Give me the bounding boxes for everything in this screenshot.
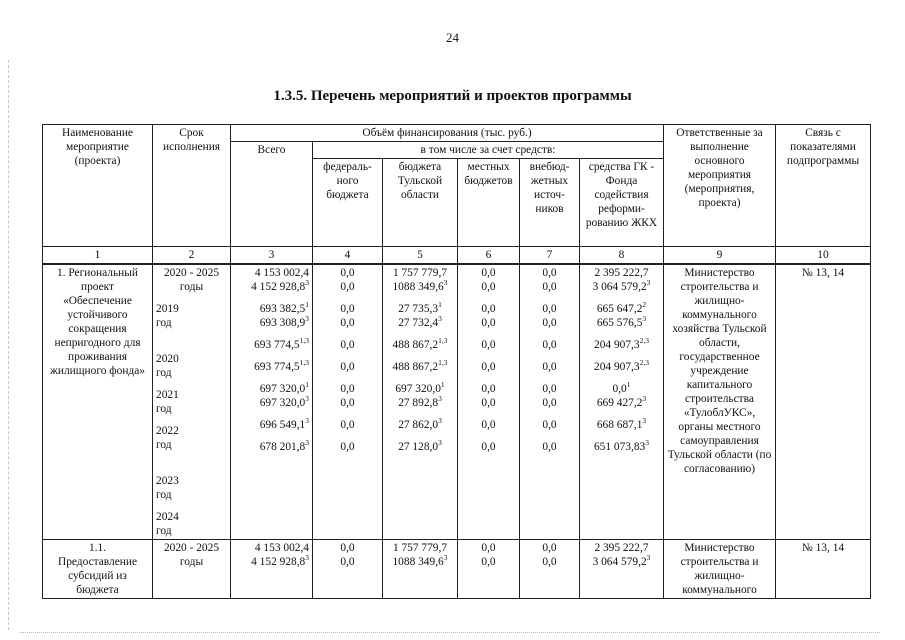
col-number: 6 — [458, 247, 520, 265]
footnote-mark: 3 — [305, 438, 309, 447]
header-federal: федераль-ного бюджета — [313, 159, 383, 247]
spacer — [234, 352, 309, 360]
measure-link: № 13, 14 — [776, 540, 871, 599]
fed-value: 0,0 — [340, 317, 355, 329]
col-number: 10 — [776, 247, 871, 265]
year-line — [156, 330, 227, 344]
year-line — [156, 474, 227, 502]
project-period-cell — [153, 264, 231, 540]
spacer — [386, 432, 454, 440]
fed-value: 0,0 — [340, 556, 355, 568]
table-row-project — [43, 264, 871, 540]
header-responsible: Ответственные за выполнение основного мероприятия (мероприятия, проекта) — [664, 125, 776, 247]
footnote-mark: 3 — [642, 416, 647, 425]
spacer — [461, 374, 516, 382]
measure-name — [43, 540, 153, 599]
spacer — [461, 352, 516, 360]
reg-value: 27 732,4$^3$ — [398, 314, 442, 329]
fed-value: 0,0 — [340, 339, 355, 351]
footnote-mark: 1,3 — [299, 358, 309, 367]
year-value: 2021 — [156, 389, 179, 401]
reg-value: 27 862,0$^3$ — [398, 416, 442, 431]
footnote-mark: 3 — [642, 394, 647, 403]
fed-value: 0,0 — [340, 441, 355, 453]
table-row-measure — [43, 540, 871, 599]
reg-value: 1088 349,6$^3$ — [392, 553, 448, 568]
footnote-mark: 3 — [646, 278, 651, 287]
spacer — [156, 344, 227, 352]
footnote-mark: 1 — [440, 380, 445, 389]
spacer — [234, 432, 309, 440]
year-value: 2020 — [156, 353, 179, 365]
project-responsible: Министерство строительства и жилищно-коммунального хозяйства Тульской области, государственное учреждение капитального строительства «ТулоблУКС», органы местного самоуправления Тульской области (по согласованию) — [664, 264, 776, 540]
spacer — [523, 330, 576, 338]
spacer — [461, 410, 516, 418]
fund-column — [580, 264, 664, 540]
col-number: 7 — [520, 247, 580, 265]
loc-value: 0,0 — [481, 419, 496, 431]
spacer — [461, 294, 516, 302]
off-value: 0,0 — [542, 339, 557, 351]
spacer — [234, 294, 309, 302]
measures-table — [42, 124, 871, 599]
spacer — [523, 410, 576, 418]
spacer — [156, 294, 227, 302]
fund-value: 3 064 579,2$^3$ — [592, 553, 651, 568]
spacer — [316, 352, 379, 360]
spacer — [316, 294, 379, 302]
fed-value: 0,0 — [340, 383, 355, 395]
fund-value: $0,0^1$ — [612, 380, 631, 395]
off-value: 0,0 — [542, 441, 557, 453]
fed-value: 0,0 — [340, 281, 355, 293]
federal-column — [313, 264, 383, 540]
footnote-mark: 3 — [438, 438, 442, 447]
fed-value: 0,0 — [340, 361, 355, 373]
off-value: 0,0 — [542, 556, 557, 568]
year-line — [156, 424, 227, 452]
col-number: 4 — [313, 247, 383, 265]
fund-value: 665 647,2$^2$ — [596, 300, 647, 315]
fed-value: 0,0 — [340, 397, 355, 409]
footnote-mark: 1,3 — [438, 336, 448, 345]
reg-value: 1 757 779,7 — [392, 267, 448, 279]
fund-value: 668 687,1$^3$ — [596, 416, 647, 431]
year-value: 2024 — [156, 511, 179, 523]
footnote-mark: 1,3 — [299, 336, 309, 345]
footnote-mark: 3 — [305, 416, 309, 425]
year-line — [156, 302, 227, 330]
loc-value: 0,0 — [481, 397, 496, 409]
regional-column — [383, 264, 458, 540]
project-period-unit: годы — [179, 281, 204, 293]
year-line — [156, 352, 227, 380]
reg-value: 27 128,0$^3$ — [398, 438, 442, 453]
fund-value: 665 576,5$^3$ — [596, 314, 647, 329]
year-value: 2019 — [156, 303, 179, 315]
fund-value: 204 907,3$^{2,3}$ — [594, 336, 649, 351]
fed-value: 0,0 — [340, 267, 355, 279]
footnote-mark: 3 — [305, 278, 309, 287]
col-number: 1 — [43, 247, 153, 265]
page-number: 24 — [446, 30, 459, 45]
fed-value: 0,0 — [340, 542, 355, 554]
footnote-mark: 3 — [305, 553, 309, 562]
year-line — [156, 388, 227, 416]
header-row-1 — [43, 125, 871, 142]
footnote-mark: 2,3 — [639, 358, 649, 367]
reg-value: 27 735,3$^1$ — [398, 300, 442, 315]
spacer — [583, 294, 660, 302]
footnote-mark: 3 — [438, 314, 442, 323]
loc-value: 0,0 — [481, 441, 496, 453]
measure-number: 1.1. — [88, 542, 107, 554]
measure-period-cell — [153, 540, 231, 599]
total-value: 693 308,9$^3$ — [259, 314, 309, 329]
off-value: 0,0 — [542, 267, 557, 279]
col-number: 2 — [153, 247, 231, 265]
footnote-mark: 3 — [305, 394, 309, 403]
header-total: Всего — [231, 142, 313, 247]
year-value: 2022 — [156, 425, 179, 437]
spacer — [156, 380, 227, 388]
spacer — [523, 432, 576, 440]
total-value: 4 152 928,8$^3$ — [251, 553, 309, 568]
year-unit: год — [156, 403, 172, 415]
regional-column — [383, 540, 458, 599]
spacer — [386, 410, 454, 418]
loc-value: 0,0 — [481, 281, 496, 293]
total-value: 4 152 928,8$^3$ — [251, 278, 309, 293]
offbudget-column — [520, 540, 580, 599]
year-line — [156, 452, 227, 466]
fund-value: 651 073,83$^3$ — [593, 438, 649, 453]
spacer — [523, 374, 576, 382]
project-link: № 13, 14 — [776, 264, 871, 540]
fund-column — [580, 540, 664, 599]
spacer — [523, 294, 576, 302]
footnote-mark: 1 — [438, 300, 442, 309]
year-line — [156, 510, 227, 538]
off-value: 0,0 — [542, 397, 557, 409]
col-number: 8 — [580, 247, 664, 265]
total-value: 693 774,5$^{1,3}$ — [254, 358, 309, 373]
fund-value: 204 907,3$^{2,3}$ — [594, 358, 649, 373]
fund-value: 2 395 222,7 — [594, 542, 649, 554]
spacer — [523, 352, 576, 360]
spacer — [461, 330, 516, 338]
spacer — [583, 410, 660, 418]
column-numbers-row — [43, 247, 871, 265]
off-value: 0,0 — [542, 383, 557, 395]
col-number: 9 — [664, 247, 776, 265]
footnote-mark: 3 — [642, 314, 647, 323]
total-value: 693 774,5$^{1,3}$ — [254, 336, 309, 351]
total-value: 697 320,0$^3$ — [259, 394, 309, 409]
reg-value: 697 320,0$^1$ — [395, 380, 445, 395]
off-value: 0,0 — [542, 542, 557, 554]
col-number: 5 — [383, 247, 458, 265]
total-value: 693 382,5$^1$ — [259, 300, 309, 315]
header-funding: Объём финансирования (тыс. руб.) — [231, 125, 664, 142]
loc-value: 0,0 — [481, 339, 496, 351]
measure-period: 2020 - 2025 — [163, 542, 220, 554]
fed-value: 0,0 — [340, 419, 355, 431]
header-local: местных бюджетов — [458, 159, 520, 247]
year-unit: год — [156, 439, 172, 451]
spacer — [316, 374, 379, 382]
total-value: 4 153 002,4 — [254, 267, 309, 279]
spacer — [234, 374, 309, 382]
measure-period-unit: годы — [179, 556, 204, 568]
off-value: 0,0 — [542, 361, 557, 373]
local-column — [458, 540, 520, 599]
reg-value: 1 757 779,7 — [392, 542, 448, 554]
footnote-mark: 2,3 — [639, 336, 649, 345]
year-unit: год — [156, 367, 172, 379]
total-value: 697 320,0$^1$ — [259, 380, 309, 395]
header-link: Связь с показателями подпрограммы — [776, 125, 871, 247]
offbudget-column — [520, 264, 580, 540]
year-unit: год — [156, 525, 172, 537]
footnote-mark: 2 — [642, 300, 647, 309]
footnote-mark: 3 — [305, 314, 309, 323]
spacer — [583, 374, 660, 382]
off-value: 0,0 — [542, 419, 557, 431]
spacer — [156, 466, 227, 474]
measure-responsible: Министерство строительства и жилищно-коммунального — [664, 540, 776, 599]
loc-value: 0,0 — [481, 556, 496, 568]
reg-value: 488 867,2$^{1,3}$ — [392, 336, 448, 351]
total-value: 696 549,1$^3$ — [259, 416, 309, 431]
spacer — [234, 330, 309, 338]
loc-value: 0,0 — [481, 267, 496, 279]
header-fund: средства ГК - Фонда содействия реформи-рованию ЖКХ — [580, 159, 664, 247]
fund-value: 3 064 579,2$^3$ — [592, 278, 651, 293]
footnote-mark: 1,3 — [438, 358, 448, 367]
spacer — [316, 330, 379, 338]
scan-bottom-edge — [20, 632, 880, 633]
spacer — [316, 410, 379, 418]
total-column — [231, 540, 313, 599]
reg-value: 1088 349,6$^3$ — [392, 278, 448, 293]
col-number: 3 — [231, 247, 313, 265]
scan-edge-mark — [8, 60, 10, 630]
footnote-mark: 3 — [443, 553, 448, 562]
footnote-mark: 3 — [438, 416, 442, 425]
footnote-mark: 3 — [438, 394, 442, 403]
spacer — [316, 432, 379, 440]
spacer — [234, 410, 309, 418]
fund-value: 669 427,2$^3$ — [596, 394, 647, 409]
project-name: 1. Региональный проект «Обеспечение устойчивого сокращения непригодного для проживания жилищного фонда» — [43, 264, 153, 540]
total-value: 4 153 002,4 — [254, 542, 309, 554]
fed-value: 0,0 — [340, 303, 355, 315]
reg-value: 27 892,8$^3$ — [398, 394, 442, 409]
year-value: 2023 — [156, 475, 179, 487]
project-period: 2020 - 2025 — [163, 267, 220, 279]
local-column — [458, 264, 520, 540]
spacer — [386, 294, 454, 302]
loc-value: 0,0 — [481, 317, 496, 329]
header-term: Срок исполнения — [153, 125, 231, 247]
measure-title: Предоставление субсидий из бюджета — [57, 556, 138, 596]
loc-value: 0,0 — [481, 361, 496, 373]
fund-value: 2 395 222,7 — [594, 267, 649, 279]
year-unit: год — [156, 489, 172, 501]
footnote-mark: 1 — [305, 380, 309, 389]
header-including: в том числе за счет средств: — [313, 142, 664, 159]
section-title: 1.3.5. Перечень мероприятий и проектов программы — [273, 88, 632, 104]
federal-column — [313, 540, 383, 599]
total-value: 678 201,8$^3$ — [259, 438, 309, 453]
off-value: 0,0 — [542, 303, 557, 315]
loc-value: 0,0 — [481, 542, 496, 554]
footnote-mark: 3 — [645, 438, 649, 447]
loc-value: 0,0 — [481, 303, 496, 315]
total-column — [231, 264, 313, 540]
header-offbudget: внебюд-жетных источ-ников — [520, 159, 580, 247]
footnote-mark: 3 — [443, 278, 448, 287]
spacer — [156, 416, 227, 424]
footnote-mark: 1 — [305, 300, 309, 309]
off-value: 0,0 — [542, 317, 557, 329]
spacer — [461, 432, 516, 440]
spacer — [156, 502, 227, 510]
reg-value: 488 867,2$^{1,3}$ — [392, 358, 448, 373]
off-value: 0,0 — [542, 281, 557, 293]
footnote-mark: 1 — [626, 380, 631, 389]
year-unit: год — [156, 317, 172, 329]
header-regional: бюджета Тульской области — [383, 159, 458, 247]
loc-value: 0,0 — [481, 383, 496, 395]
header-name: Наименование мероприятие (проекта) — [43, 125, 153, 247]
footnote-mark: 3 — [646, 553, 651, 562]
